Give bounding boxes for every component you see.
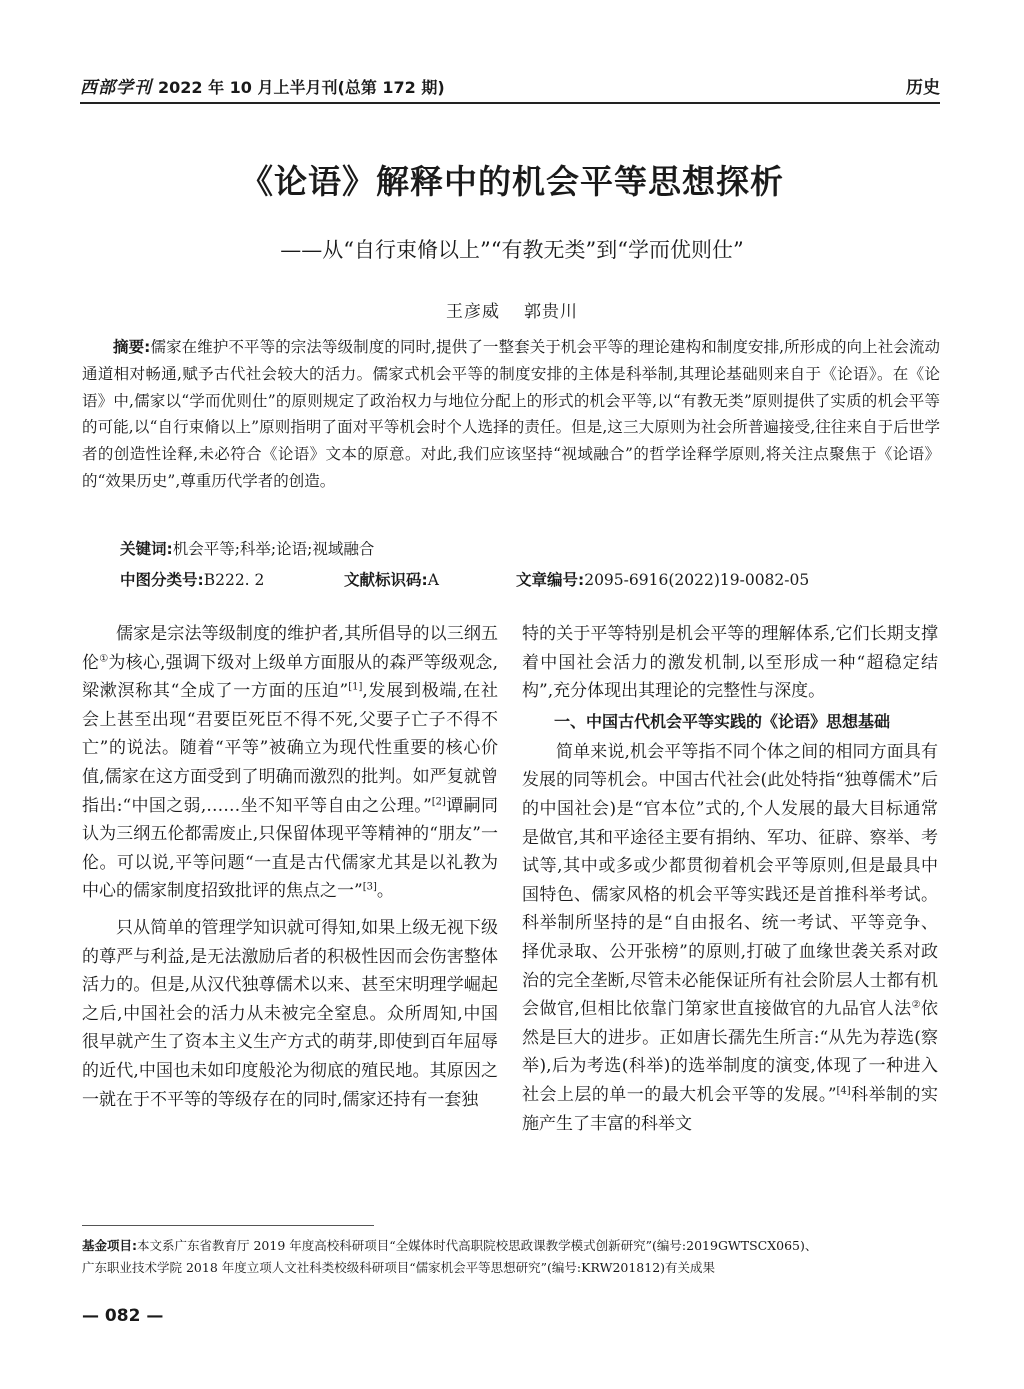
author-name: 王彦威 bbox=[446, 302, 500, 322]
body-column-left bbox=[82, 620, 498, 1114]
text-run: ,发展到极端,在社会上甚至出现“君要臣死臣不得不死,父要子亡子不得不亡”的说法。随着“平等”被确立为现代性重要的核心价值,儒家在这方面受到了明确而激烈的批判。如严复就曾指出:“中国之弱,……坐不知平等自由之公理。” bbox=[82, 681, 498, 816]
citation-ref: [4] bbox=[836, 1085, 851, 1097]
classification-line bbox=[120, 568, 880, 590]
document-code bbox=[344, 568, 516, 590]
text-run: 为核心,强调下级对上级单方面服从的森严等级观念,梁漱溟称其“全成了一方面的压迫” bbox=[82, 652, 499, 702]
clc-label: 中图分类号: bbox=[120, 571, 204, 589]
abstract-paragraph bbox=[82, 334, 940, 495]
abstract-label: 摘要: bbox=[113, 338, 151, 356]
running-header bbox=[80, 66, 940, 104]
body-paragraph: 特的关于平等特别是机会平等的理解体系,它们长期支撑着中国社会活力的激发机制,以至形成一种“超稳定结构”,充分体现出其理论的完整性与深度。 bbox=[522, 624, 938, 702]
footnote-marker: ② bbox=[911, 999, 922, 1011]
abstract-text: 儒家在维护不平等的宗法等级制度的同时,提供了一整套关于机会平等的理论建构和制度安排,所形成的向上社会流动通道相对畅通,赋予古代社会较大的活力。儒家式机会平等的制度安排的主体是科举制,其理论基础则来自于《论语》。在《论语》中,儒家以“学而优则仕”的原则规定了政治权力与地位分配上的形式的机会平等,以“有教无类”原则提供了实质的机会平等的可能,以“自行束脩以上”原则指明了面对平等机会时个人选择的责任。但是,这三大原则为社会所普遍接受,往往来自于后世学者的创造性诠释,未必符合《论语》文本的原意。对此,我们应该坚持“视域融合”的哲学诠释学原则,将关注点聚焦于《论语》的“效果历史”,尊重历代学者的创造。 bbox=[82, 338, 941, 490]
article-title: 《论语》解释中的机会平等思想探析 bbox=[240, 162, 784, 201]
clc-value: B222. 2 bbox=[203, 571, 265, 589]
article-subtitle: ——从“自行束脩以上”“有教无类”到“学而优则仕” bbox=[280, 238, 744, 262]
authors bbox=[0, 297, 1024, 322]
doc-code-value: A bbox=[427, 571, 439, 589]
body-paragraph bbox=[82, 620, 498, 906]
footnote-line: 广东职业技术学院 2018 年度立项人文社科类校级科研项目“儒家机会平等思想研究”(编号:KRW201812)有关成果 bbox=[82, 1260, 716, 1275]
article-number bbox=[516, 568, 809, 590]
body-column-right bbox=[522, 620, 938, 1138]
article-number-label: 文章编号: bbox=[516, 571, 585, 589]
keywords-label: 关键词: bbox=[120, 540, 173, 558]
keywords bbox=[120, 537, 374, 559]
footnote-line bbox=[82, 1235, 942, 1257]
citation-ref: [1] bbox=[348, 681, 363, 693]
text-run: 依然是巨大的进步。正如唐长孺先生所言:“从先为荐选(察举),后为考选(科举)的选举制度的演变,体现了一种进入社会上层的单一的最大机会平等的发展。” bbox=[522, 999, 939, 1105]
keywords-text: 机会平等;科举;论语;视域融合 bbox=[172, 540, 375, 558]
citation-ref: [2] bbox=[431, 795, 446, 807]
journal-logo: 西部学刊 bbox=[80, 78, 152, 98]
doc-code-label: 文献标识码: bbox=[344, 571, 428, 589]
text-run: 。 bbox=[376, 881, 394, 902]
text-run: 简单来说,机会平等指不同个体之间的相同方面具有发展的同等机会。中国古代社会(此处特指“独尊儒术”后的中国社会)是“官本位”式的,个人发展的最大目标通常是做官,其和平途径主要有捐纳、军功、征辟、察举、考试等,其中或多或少都贯彻着机会平等原则,但是最具中国特色、儒家风格的机会平等实践还是首推科举考试。科举制所坚持的是“自由报名、统一考试、平等竞争、择优录取、公开张榜”的原则,打破了血缘世袭关系对政治的完全垄断,尽管未必能保证所有社会阶层人士都有机会做官,但相比依靠门第家世直接做官的九品官人法 bbox=[522, 741, 938, 1020]
clc-number bbox=[120, 568, 344, 590]
footnote-marker: ① bbox=[99, 652, 109, 664]
page-number: — 082 — bbox=[82, 1306, 164, 1326]
section-heading: 一、中国古代机会平等实践的《论语》思想基础 bbox=[554, 711, 891, 731]
abstract bbox=[82, 334, 940, 495]
funding-footnote bbox=[82, 1235, 942, 1279]
body-paragraph bbox=[522, 738, 938, 1138]
citation-ref: [3] bbox=[362, 881, 377, 893]
header-left bbox=[80, 73, 445, 98]
footnote-text: 本文系广东省教育厅 2019 年度高校科研项目“全媒体时代高职院校思政课教学模式创新研究”(编号:2019GWTSCX065)、 bbox=[137, 1238, 818, 1253]
body-paragraph: 只从简单的管理学知识就可得知,如果上级无视下级的尊严与利益,是无法激励后者的积极性因而会伤害整体活力的。但是,从汉代独尊儒术以来、甚至宋明理学崛起之后,中国社会的活力从未被完全窒息。众所周知,中国很早就产生了资本主义生产方式的萌芽,即使到百年屈辱的近代,中国也未如印度般沦为彻底的殖民地。其原因之一就在于不平等的等级存在的同时,儒家还持有一套独 bbox=[82, 917, 498, 1110]
footnote-divider bbox=[82, 1225, 374, 1226]
text-run: 科举制的实施产生了丰富的科举文 bbox=[522, 1084, 938, 1134]
section-label: 历史 bbox=[906, 78, 940, 98]
article-number-value: 2095-6916(2022)19-0082-05 bbox=[584, 571, 810, 589]
text-run: 儒家是宗法等级制度的维护者,其所倡导的以三纲五伦 bbox=[82, 624, 498, 673]
issue-info: 2022 年 10 月上半月刊(总第 172 期) bbox=[158, 78, 445, 97]
funding-label: 基金项目: bbox=[82, 1238, 137, 1253]
text-run: 谭嗣同认为三纲五伦都需废止,只保留体现平等精神的“朋友”一伦。可以说,平等问题“一直是古代儒家尤其是以礼教为中心的儒家制度招致批评的焦点之一” bbox=[82, 795, 499, 902]
author-name: 郭贵川 bbox=[524, 302, 578, 322]
